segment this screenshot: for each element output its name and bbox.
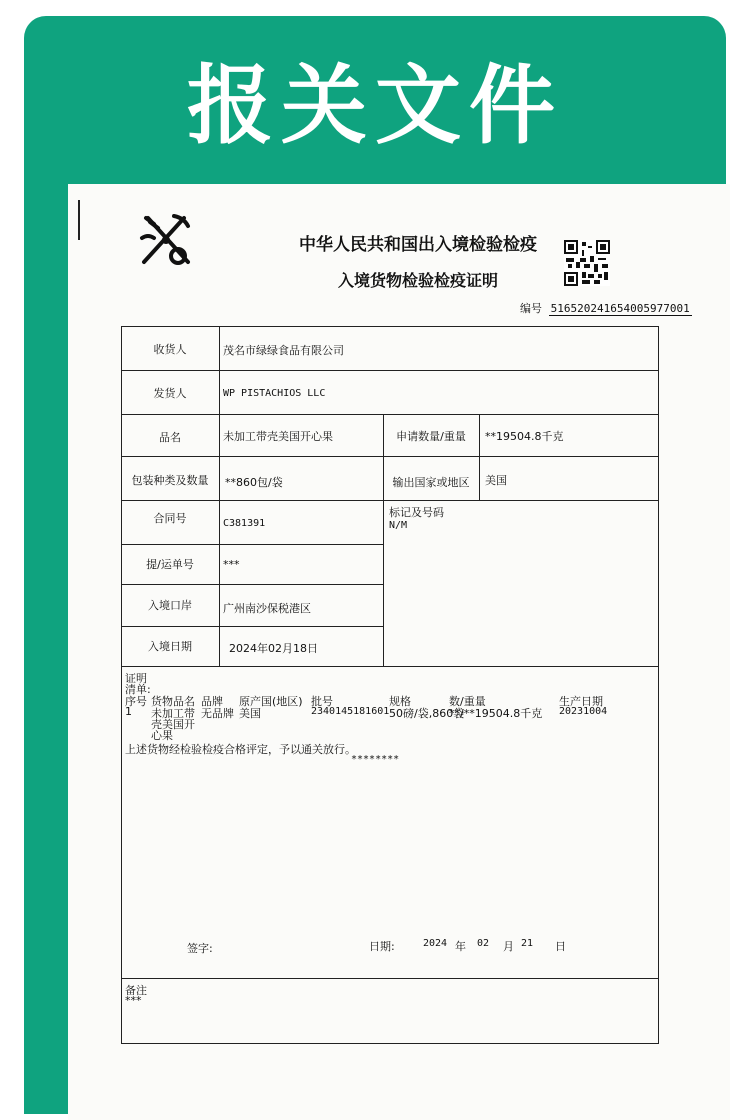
- row-name-line2: 壳美国开: [151, 718, 195, 731]
- row-spec: 50磅/袋,860袋: [389, 707, 465, 720]
- date-year-unit: 年: [455, 940, 466, 953]
- bill-no-label: 提/运单号: [146, 558, 194, 571]
- qr-code-icon: [564, 240, 610, 286]
- row-seq: 1: [125, 705, 132, 718]
- consignee-label: 收货人: [153, 343, 187, 356]
- col-batch: 批号: [311, 695, 333, 708]
- col-quantity: 数/重量: [449, 695, 486, 708]
- proof-stars: ********: [351, 754, 400, 765]
- entry-port-label: 入境口岸: [148, 599, 192, 612]
- scan-mark: [78, 200, 80, 240]
- entry-date-value: 2024年02月18日: [229, 642, 318, 655]
- row-production-date: 20231004: [559, 706, 608, 717]
- certificate-paper: [68, 184, 730, 1120]
- row-brand: 无品牌: [201, 707, 234, 720]
- declared-qty-label: 申请数量/重量: [396, 430, 466, 443]
- declared-qty-value: **19504.8千克: [485, 430, 564, 443]
- inspection-emblem-icon: [134, 208, 198, 272]
- entry-date-label: 入境日期: [148, 640, 192, 653]
- consignor-label: 发货人: [153, 387, 187, 400]
- date-day: 21: [521, 938, 534, 949]
- certificate-number-value: 516520241654005977001: [550, 302, 690, 315]
- list-label: 清单:: [125, 683, 151, 696]
- origin-country-value: 美国: [485, 474, 507, 487]
- date-month-unit: 月: [503, 940, 514, 953]
- col-spec: 规格: [389, 695, 411, 708]
- proof-label: 证明: [125, 672, 147, 685]
- product-value: 未加工带壳美国开心果: [223, 430, 333, 443]
- date-month: 02: [477, 938, 490, 949]
- certificate-number-label: 编号: [520, 302, 542, 315]
- bill-no-value: ***: [223, 558, 240, 571]
- date-year: 2024: [423, 938, 448, 949]
- banner-title: 报关文件: [187, 56, 563, 156]
- date-label: 日期:: [369, 940, 395, 953]
- certificate-subtitle: 入境货物检验检疫证明: [337, 271, 498, 290]
- row-quantity: **/**19504.8千克: [449, 707, 543, 720]
- contract-no-label: 合同号: [153, 512, 187, 525]
- col-origin: 原产国(地区): [239, 695, 303, 708]
- product-label: 品名: [159, 431, 181, 444]
- row-batch: 2340145181601: [311, 706, 390, 717]
- certificate-table: [121, 326, 659, 1044]
- remarks-value: ***: [125, 994, 142, 1007]
- packaging-value: **860包/袋: [225, 476, 283, 489]
- proof-statement: 上述货物经检验检疫合格评定，予以通关放行。: [125, 743, 356, 756]
- contract-no-value: C381391: [223, 518, 266, 529]
- consignee-value: 茂名市绿绿食品有限公司: [223, 344, 344, 357]
- remarks-label: 备注: [125, 984, 147, 997]
- sign-label: 签字:: [187, 942, 213, 955]
- date-day-unit: 日: [555, 940, 566, 953]
- col-production-date: 生产日期: [559, 695, 603, 708]
- entry-port-value: 广州南沙保税港区: [223, 602, 311, 615]
- row-name-line1: 未加工带: [151, 707, 195, 720]
- row-origin: 美国: [239, 707, 261, 720]
- col-name: 货物品名: [151, 695, 195, 708]
- certificate-number: [520, 300, 692, 316]
- marks-value: N/M: [389, 520, 408, 531]
- marks-label: 标记及号码: [389, 506, 444, 519]
- col-brand: 品牌: [201, 695, 223, 708]
- green-frame: [24, 16, 726, 1114]
- consignor-value: WP PISTACHIOS LLC: [223, 388, 326, 399]
- row-name-line3: 心果: [151, 729, 173, 742]
- col-seq: 序号: [125, 695, 147, 708]
- packaging-label: 包装种类及数量: [131, 474, 209, 487]
- certificate-title: 中华人民共和国出入境检验检疫: [299, 235, 537, 255]
- origin-country-label: 输出国家或地区: [392, 476, 470, 489]
